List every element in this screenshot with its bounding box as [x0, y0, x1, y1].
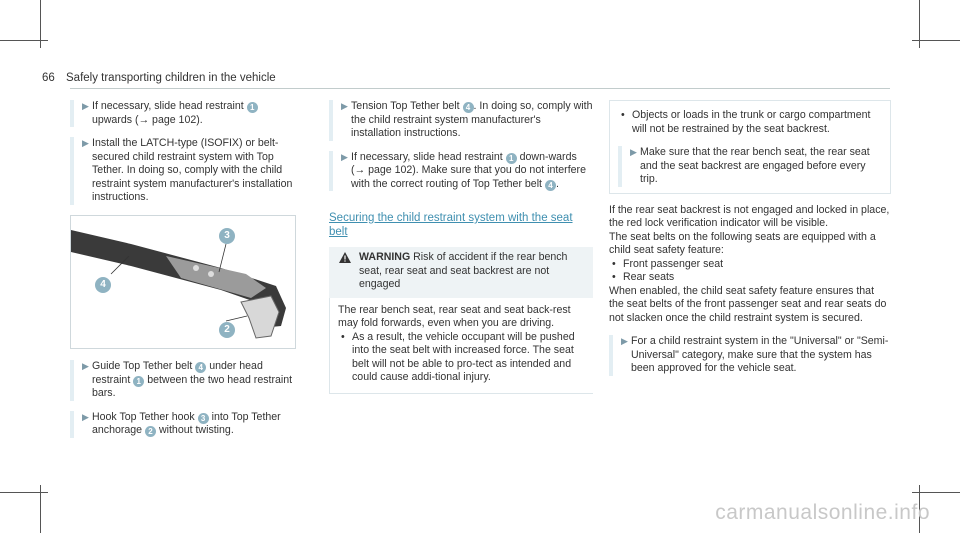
step-slide-up: ▶ If necessary, slide head restraint 1 upwards (→ page 102). — [70, 100, 295, 127]
step-arrow-icon: ▶ — [82, 411, 89, 422]
step-arrow-icon: ▶ — [621, 336, 628, 346]
column-1-lower — [70, 360, 295, 448]
figure-callout-4: 4 — [95, 277, 111, 293]
warning-bullet: • As a result, the vehicle occupant will be pushed into the seat belt with increased force. The seat belt will not be able to pro-tect as intended and could cause addi-tional injury. — [338, 331, 585, 385]
paragraph-lock: If the rear seat backrest is not engaged and locked in place, the red lock verification indicator will be visible. — [609, 203, 890, 229]
page-header — [42, 72, 276, 84]
step-ensure-engaged: ▶ Make sure that the rear bench seat, the rear seat and the seat backrest are engaged before every trip. — [618, 146, 882, 187]
step-arrow-icon: ▶ — [630, 147, 637, 157]
step-arrow-icon: ▶ — [82, 101, 89, 111]
crop-mark — [0, 492, 48, 493]
warning-body: The rear bench seat, rear seat and seat back-rest may fold forwards, even when you are driving. • As a result, the vehicle occupant will be pushed into the seat belt with increased force. The seat belt will not be able to pro-tect as intended and could cause addi-tional injury. — [329, 298, 593, 394]
figure-callout-3: 3 — [219, 228, 235, 244]
bullet-rear: • Rear seats — [609, 271, 891, 285]
crop-mark — [0, 40, 48, 41]
step-slide-down: ▶ If necessary, slide head restraint 1 down-wards (→ page 102). Make sure that you do not interfere with the correct routing of Top Tether belt 4 . — [329, 151, 593, 192]
step-tension: ▶ Tension Top Tether belt 4 . In doing so, comply with the child restraint system manufacturer's installation instructions. — [329, 100, 593, 141]
step-arrow-icon: ▶ — [82, 138, 89, 148]
page-title: Safely transporting children in the vehicle — [66, 72, 276, 84]
warning-label: WARNING — [359, 251, 411, 263]
info-box — [609, 100, 891, 194]
bullet-front: • Front passenger seat — [609, 258, 891, 272]
step-arrow-icon: ▶ — [341, 101, 348, 111]
column-1 — [70, 100, 295, 215]
section-title: Securing the child restraint system with the seat belt — [329, 212, 573, 238]
figure-callout-2: 2 — [219, 322, 235, 338]
callout-1: 1 — [247, 102, 258, 113]
warning-head: Risk of accident if the rear bench seat, rear seat and seat backrest are not engaged — [359, 251, 568, 290]
bullet-objects: • Objects or loads in the trunk or cargo compartment will not be restrained by the seat backrest. — [618, 109, 882, 136]
crop-mark — [912, 40, 960, 41]
step-install: ▶ Install the LATCH-type (ISOFIX) or belt-secured child restraint system with Top Tether. In doing so, comply with the child restraint system manufacturer's installation instructions. — [70, 137, 295, 205]
step-guide-belt: ▶ Guide Top Tether belt 4 under head restraint 1 between the two head restraint bars. — [70, 360, 295, 401]
top-tether-figure — [70, 215, 296, 349]
step-arrow-icon: ▶ — [82, 361, 89, 371]
crop-mark — [912, 492, 960, 493]
watermark: carmanualsonline.info — [715, 501, 930, 524]
step-hook: ▶ Hook Top Tether hook 3 into Top Tether anchorage 2 without twisting. — [70, 411, 295, 438]
warning-box — [329, 247, 593, 298]
warning-triangle-icon — [339, 252, 351, 268]
header-divider — [70, 88, 890, 89]
step-universal: ▶ For a child restraint system in the "Universal" or "Semi-Universal" category, make sure that the system has been approved for the vehicle seat. — [609, 335, 891, 376]
column-2 — [329, 100, 593, 394]
page-number: 66 — [42, 72, 55, 84]
paragraph-enabled: When enabled, the child seat safety feature ensures that the seat belts of the front passenger seat and rear seats do not slacken once the child restraint system is secured. — [609, 284, 887, 324]
step-arrow-icon: ▶ — [341, 151, 348, 162]
column-3 — [609, 100, 891, 386]
paragraph-seats: The seat belts on the following seats are equipped with a child seat safety feature: — [609, 230, 876, 256]
